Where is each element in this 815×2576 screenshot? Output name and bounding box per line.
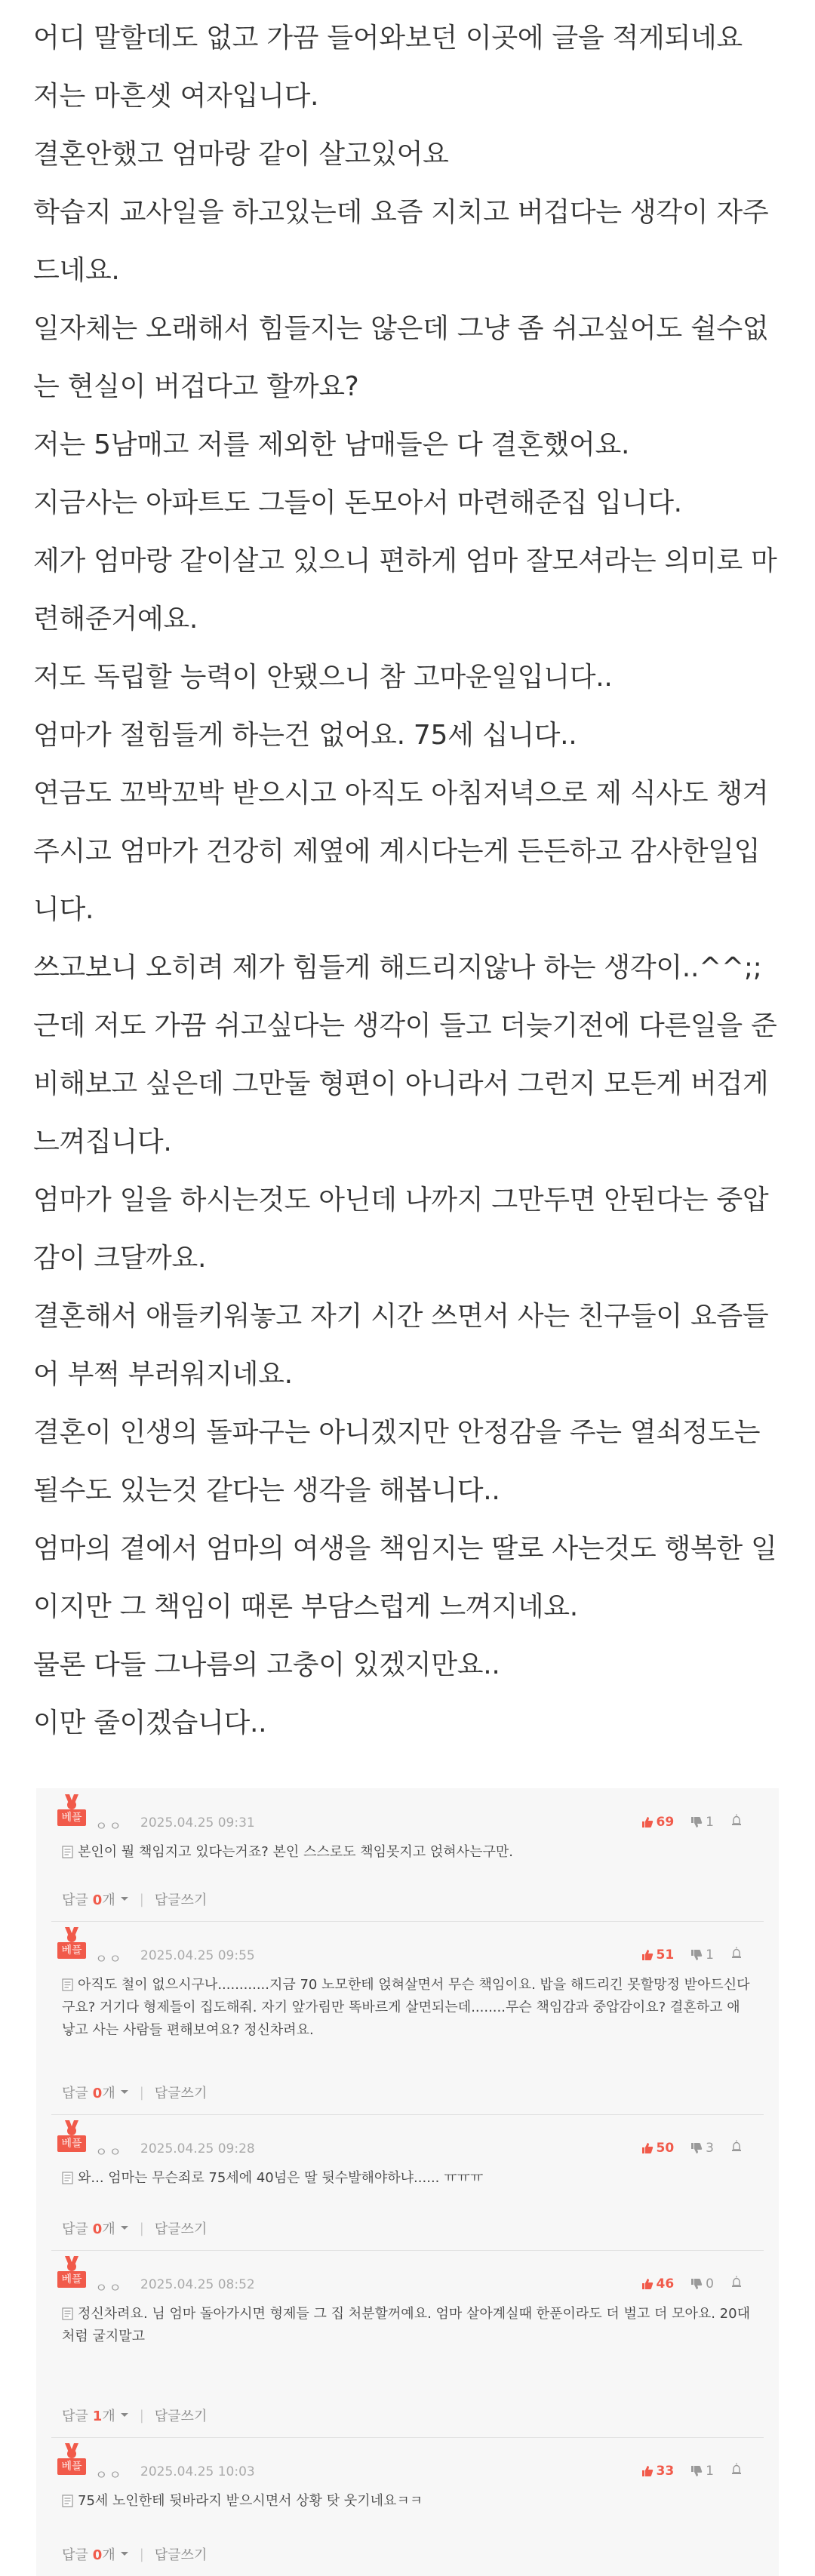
downvote-button[interactable]: [690, 2141, 714, 2156]
comment-text: [62, 2167, 750, 2190]
comment-author[interactable]: ㅇㅇ: [95, 2468, 123, 2483]
reply-toggle[interactable]: 답글 0개: [62, 2086, 115, 2101]
vote-group: [625, 2463, 743, 2479]
write-reply-button[interactable]: 답글쓰기: [154, 1892, 208, 1908]
report-button[interactable]: [730, 2276, 743, 2292]
divider: |: [139, 2220, 144, 2236]
post-line: 는 현실이 버겁다고 할까요?: [33, 371, 359, 402]
report-button[interactable]: [730, 2140, 743, 2156]
thumbs-up-icon: [641, 2142, 654, 2154]
comment-text: [62, 1841, 750, 1864]
post-line: 지금사는 아파트도 그들이 돈모아서 마련해준집 입니다.: [33, 487, 682, 518]
divider: |: [139, 2084, 144, 2101]
post-line: 주시고 엄마가 건강히 제옆에 계시다는게 든든하고 감사한일입: [33, 836, 761, 867]
downvote-button[interactable]: [690, 1947, 714, 1963]
comment-text: [62, 1974, 750, 2042]
reply-toggle[interactable]: 답글 1개: [62, 2408, 115, 2424]
document-icon: [62, 1846, 73, 1858]
post-line: 제가 엄마랑 같이살고 있으니 편하게 엄마 잘모셔라는 의미로 마: [33, 546, 777, 576]
upvote-button[interactable]: [641, 1947, 675, 1963]
post-line: 엄마가 절힘들게 하는건 없어요. 75세 십니다..: [33, 720, 577, 751]
thumbs-down-icon: [690, 2278, 703, 2290]
comment-item: [51, 2437, 764, 2576]
vote-group: [625, 2140, 743, 2156]
upvote-count: 51: [656, 1947, 675, 1963]
post-line: 니다.: [33, 894, 94, 925]
caret-down-icon[interactable]: [120, 2412, 129, 2418]
divider: |: [139, 2407, 144, 2424]
reply-toggle[interactable]: 답글 0개: [62, 2221, 115, 2237]
comment-text: [62, 2303, 750, 2348]
reply-bar: [62, 2218, 207, 2238]
report-button[interactable]: [730, 1947, 743, 1963]
post-line: 어 부쩍 부러워지네요.: [33, 1359, 293, 1390]
downvote-button[interactable]: [690, 2464, 714, 2479]
best-label: 베플: [57, 2135, 86, 2152]
comment-body: 와... 엄마는 무슨죄로 75세에 40넘은 딸 뒷수발해야하냐...... ㅠㅠㅠ: [78, 2170, 484, 2186]
comment-body: 본인이 뭘 책임지고 있다는거죠? 본인 스스로도 책임못지고 얹혀사는구만.: [78, 1844, 513, 1860]
divider: |: [139, 2546, 144, 2562]
divider: |: [139, 1891, 144, 1907]
downvote-button[interactable]: [690, 1815, 714, 1830]
thumbs-up-icon: [641, 2465, 654, 2477]
comment-body: 아직도 철이 없으시구나............지금 70 노모한테 얹혀살면서 무슨 책임이요. 밥을 해드리긴 못할망정 받아드신다구요? 거기다 형제들이 집도해줘. 자기 앞가림만 똑바르게 살면되는데........무슨 책임감과 중압감이요? 결혼하고 애낳고 사는 사람들 편해보여요? 정신차려요.: [62, 1977, 750, 2038]
best-label: 베플: [57, 2458, 86, 2475]
upvote-button[interactable]: [641, 2141, 675, 2156]
medal-icon: [57, 2120, 86, 2135]
thumbs-down-icon: [690, 2465, 703, 2477]
thumbs-up-icon: [641, 1816, 654, 1828]
reply-bar: [62, 2083, 207, 2102]
post-line: 될수도 있는것 같다는 생각을 해봅니다..: [33, 1475, 500, 1506]
post-line: 물론 다들 그나름의 고충이 있겠지만요..: [33, 1649, 500, 1680]
thumbs-up-icon: [641, 1949, 654, 1961]
downvote-count: 1: [706, 1814, 714, 1830]
medal-icon: [57, 2256, 86, 2271]
post-line: 결혼해서 애들키워놓고 자기 시간 쓰면서 사는 친구들이 요즘들: [33, 1301, 769, 1332]
post-line: 엄마의 곁에서 엄마의 여생을 책임지는 딸로 사는것도 행복한 일: [33, 1533, 777, 1564]
reply-bar: [62, 2405, 207, 2425]
comment-author[interactable]: ㅇㅇ: [95, 2281, 123, 2296]
reply-count: 0: [92, 2221, 103, 2237]
medal-icon: [57, 2443, 86, 2458]
comment-body: 정신차려요. 님 엄마 돌아가시면 형제들 그 집 처분할꺼예요. 엄마 살아계실때 한푼이라도 더 벌고 더 모아요. 20대처럼 굴지말고: [62, 2306, 750, 2344]
caret-down-icon[interactable]: [120, 1896, 129, 1902]
vote-group: [625, 1947, 743, 1963]
downvote-count: 1: [706, 2463, 714, 2479]
comment-author[interactable]: ㅇㅇ: [95, 2145, 123, 2160]
reply-bar: [62, 2544, 207, 2564]
upvote-count: 46: [656, 2276, 675, 2292]
document-icon: [62, 2495, 73, 2507]
post-line: 이만 줄이겠습니다..: [33, 1708, 267, 1738]
vote-group: [625, 1814, 743, 1830]
siren-icon: [730, 1814, 743, 1826]
post-line: 저는 5남매고 저를 제외한 남매들은 다 결혼했어요.: [33, 429, 630, 460]
downvote-count: 0: [706, 2276, 714, 2292]
report-button[interactable]: [730, 1814, 743, 1830]
thumbs-down-icon: [690, 2142, 703, 2154]
post-line: 연금도 꼬박꼬박 받으시고 아직도 아침저녁으로 제 식사도 챙겨: [33, 778, 769, 809]
comment-date: 2025.04.25 09:28: [140, 2141, 255, 2156]
thumbs-down-icon: [690, 1816, 703, 1828]
post-line: 련해준거예요.: [33, 604, 198, 635]
comment-date: 2025.04.25 09:31: [140, 1815, 255, 1831]
medal-icon: [57, 1927, 86, 1942]
downvote-count: 1: [706, 1947, 714, 1963]
upvote-count: 69: [656, 1814, 675, 1830]
write-reply-button[interactable]: 답글쓰기: [154, 2547, 208, 2563]
post-line: 비해보고 싶은데 그만둘 형편이 아니라서 그런지 모든게 버겁게: [33, 1068, 769, 1099]
reply-count: 0: [92, 2547, 103, 2563]
post-line: 느껴집니다.: [33, 1127, 172, 1157]
document-icon: [62, 2307, 73, 2320]
reply-count: 1: [92, 2408, 103, 2424]
thumbs-down-icon: [690, 1949, 703, 1961]
siren-icon: [730, 1947, 743, 1959]
upvote-button[interactable]: [641, 2464, 675, 2479]
post-line: 저도 독립할 능력이 안됐으니 참 고마운일입니다..: [33, 662, 613, 693]
reply-toggle[interactable]: 답글 0개: [62, 1892, 115, 1908]
post-line: 어디 말할데도 없고 가끔 들어와보던 이곳에 글을 적게되네요: [33, 23, 743, 54]
best-label: 베플: [57, 1942, 86, 1959]
comment-body: 75세 노인한테 뒷바라지 받으시면서 상황 탓 웃기네요ㅋㅋ: [78, 2493, 423, 2509]
post-line: 학습지 교사일을 하고있는데 요즘 지치고 버겁다는 생각이 자주: [33, 197, 769, 228]
document-icon: [62, 2172, 73, 2184]
post-line: 드네요.: [33, 255, 120, 286]
report-button[interactable]: [730, 2463, 743, 2479]
post-line: 감이 크달까요.: [33, 1243, 207, 1274]
write-reply-button[interactable]: 답글쓰기: [154, 2221, 208, 2237]
best-badge: [57, 1794, 86, 1829]
post-line: 저는 마흔셋 여자입니다.: [33, 81, 319, 112]
reply-toggle[interactable]: 답글 0개: [62, 2547, 115, 2563]
comment-item: [51, 2114, 764, 2251]
best-badge: [57, 1927, 86, 1962]
upvote-button[interactable]: [641, 2276, 675, 2292]
caret-down-icon[interactable]: [120, 2089, 129, 2095]
upvote-button[interactable]: [641, 1815, 675, 1830]
siren-icon: [730, 2463, 743, 2475]
best-badge: [57, 2443, 86, 2478]
post-line: 엄마가 일을 하시는것도 아닌데 나까지 그만두면 안된다는 중압: [33, 1185, 769, 1216]
post-line: 이지만 그 책임이 때론 부담스럽게 느껴지네요.: [33, 1591, 578, 1622]
caret-down-icon[interactable]: [120, 2551, 129, 2557]
comment-date: 2025.04.25 10:03: [140, 2464, 255, 2479]
vote-group: [625, 2276, 743, 2292]
comment-author[interactable]: ㅇㅇ: [95, 1952, 123, 1967]
comment-author[interactable]: ㅇㅇ: [95, 1819, 123, 1834]
best-label: 베플: [57, 1809, 86, 1826]
post-line: 근데 저도 가끔 쉬고싶다는 생각이 들고 더늦기전에 다른일을 준: [33, 1010, 777, 1041]
comment-item: [51, 2250, 764, 2438]
best-label: 베플: [57, 2271, 86, 2288]
downvote-button[interactable]: [690, 2276, 714, 2292]
post-line: 쓰고보니 오히려 제가 힘들게 해드리지않나 하는 생각이..^^;;: [33, 952, 762, 983]
best-badge: [57, 2256, 86, 2291]
post-line: 결혼안했고 엄마랑 같이 살고있어요: [33, 139, 449, 170]
siren-icon: [730, 2276, 743, 2288]
comment-date: 2025.04.25 08:52: [140, 2277, 255, 2292]
upvote-count: 50: [656, 2140, 675, 2156]
medal-icon: [57, 1794, 86, 1809]
comment-text: [62, 2490, 750, 2513]
post-line: 일자체는 오래해서 힘들지는 않은데 그냥 좀 쉬고싶어도 쉴수없: [33, 313, 769, 344]
comment-date: 2025.04.25 09:55: [140, 1948, 255, 1963]
reply-bar: [62, 1889, 207, 1909]
thumbs-up-icon: [641, 2278, 654, 2290]
best-badge: [57, 2120, 86, 2155]
reply-count: 0: [92, 1892, 103, 1908]
comment-item: [51, 1921, 764, 2115]
comment-item: [51, 1788, 764, 1922]
write-reply-button[interactable]: 답글쓰기: [154, 2408, 208, 2424]
post-line: 결혼이 인생의 돌파구는 아니겠지만 안정감을 주는 열쇠정도는: [33, 1417, 761, 1448]
caret-down-icon[interactable]: [120, 2225, 129, 2231]
write-reply-button[interactable]: 답글쓰기: [154, 2086, 208, 2101]
document-icon: [62, 1978, 73, 1991]
downvote-count: 3: [706, 2140, 714, 2156]
best-comments-panel: [36, 1788, 779, 2576]
upvote-count: 33: [656, 2463, 675, 2479]
reply-count: 0: [92, 2086, 103, 2101]
siren-icon: [730, 2140, 743, 2152]
